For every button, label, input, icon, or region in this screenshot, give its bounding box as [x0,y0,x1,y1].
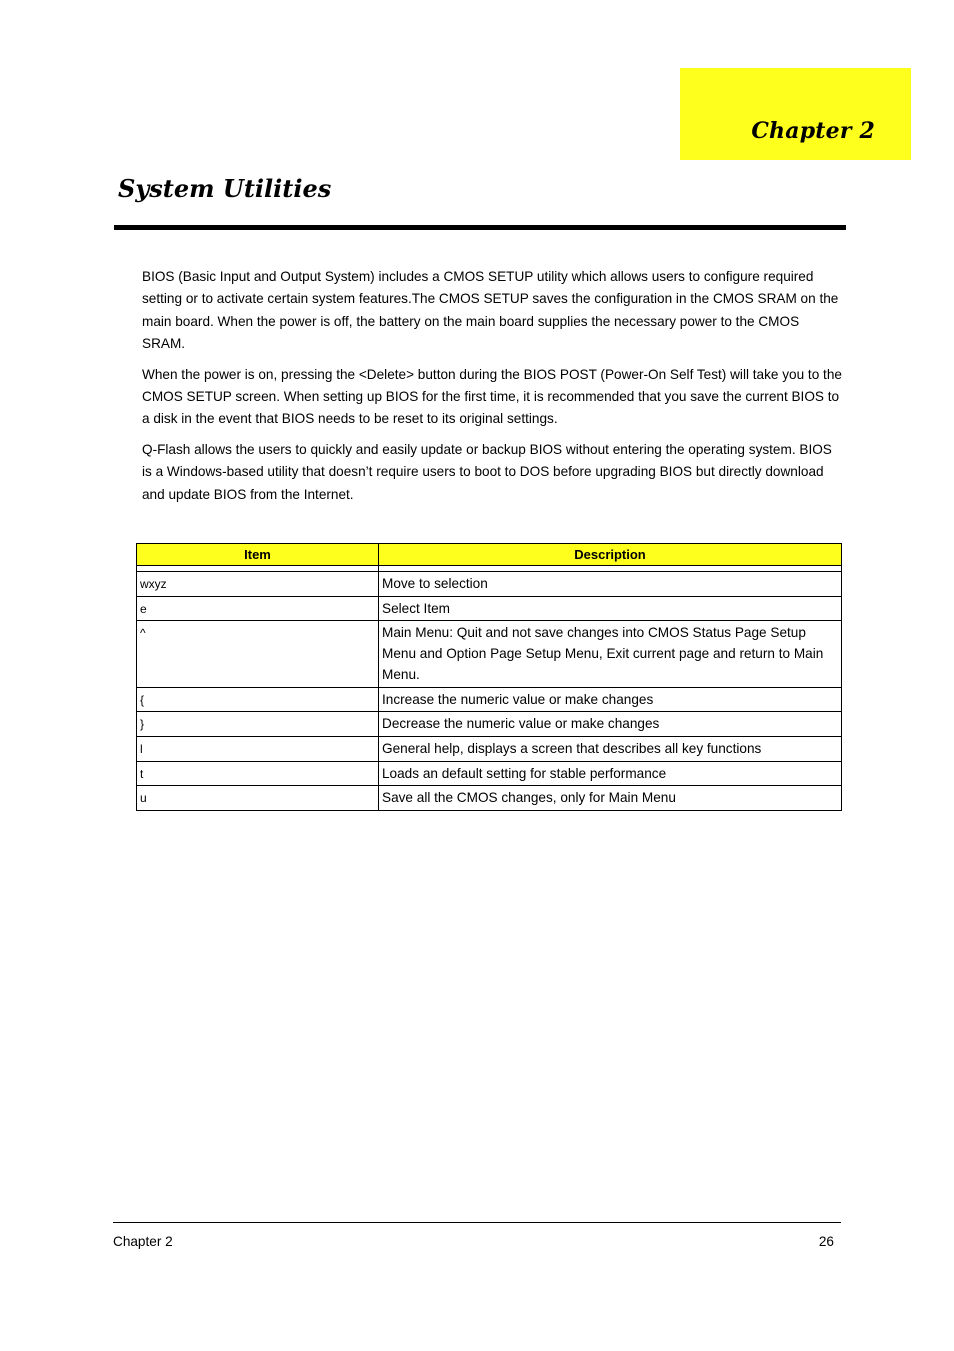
key-function-table [136,543,842,811]
description-cell: Increase the numeric value or make changes [379,687,842,712]
footer-chapter: Chapter 2 [113,1234,173,1249]
description-cell: Decrease the numeric value or make changes [379,712,842,737]
column-header-item: Item [137,544,379,566]
key-cell: e [137,596,379,621]
table-row [137,786,842,811]
table-row [137,687,842,712]
description-cell: Main Menu: Quit and not save changes into CMOS Status Page Setup Menu and Option Page Setup Menu, Exit current page and return to Main Menu. [379,621,842,687]
intro-paragraph: When the power is on, pressing the <Delete> button during the BIOS POST (Power-On Self Test) will take you to the CMOS SETUP screen. When setting up BIOS for the first time, it is recommended that you save the current BIOS to a disk in the event that BIOS needs to be reset to its original settings. [142,366,842,427]
intro-paragraph: BIOS (Basic Input and Output System) includes a CMOS SETUP utility which allows users to configure required setting or to activate certain system features.The CMOS SETUP saves the configuration in the CMOS SRAM on the main board. When the power is off, the battery on the main board supplies the necessary power to the CMOS SRAM. [142,269,839,352]
key-cell: u [137,786,379,811]
table-row [137,596,842,621]
page-number: 26 [818,1234,834,1249]
key-cell: } [137,712,379,737]
table-row [137,621,842,687]
key-cell: l [137,736,379,761]
table-row [137,572,842,597]
table-header-row [137,544,842,566]
table-row [137,712,842,737]
description-cell: General help, displays a screen that describes all key functions [379,736,842,761]
chapter-banner [680,68,911,160]
key-cell: { [137,687,379,712]
page-title: System Utilities [118,174,332,203]
key-cell: wxyz [137,572,379,597]
intro-paragraph: Q-Flash allows the users to quickly and easily update or backup BIOS without entering the operating system. BIOS is a Windows-based utility that doesn’t require users to boot to DOS before upgrading BIOS but directly download and update BIOS from the Internet. [142,441,832,502]
key-cell: ^ [137,621,379,687]
description-cell: Loads an default setting for stable performance [379,761,842,786]
description-cell: Save all the CMOS changes, only for Main Menu [379,786,842,811]
title-divider [114,225,846,230]
description-cell: Select Item [379,596,842,621]
column-header-description: Description [379,544,842,566]
footer-divider [113,1222,841,1223]
table-row [137,736,842,761]
intro-text [142,266,842,514]
description-cell: Move to selection [379,572,842,597]
table-row [137,761,842,786]
key-cell: t [137,761,379,786]
chapter-label: Chapter 2 [751,118,875,144]
